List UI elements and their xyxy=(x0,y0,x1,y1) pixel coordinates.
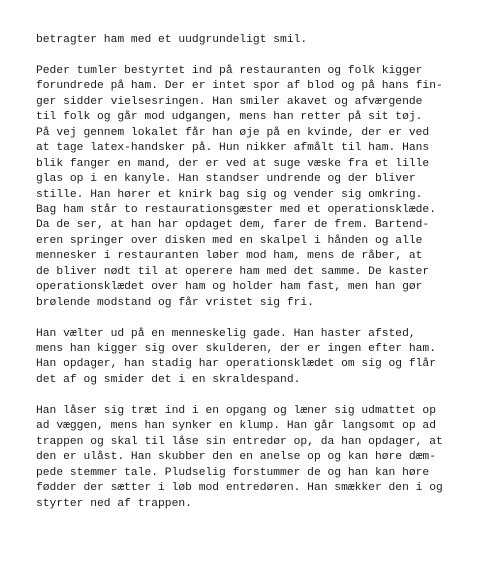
text-line: at tage latex-handsker på. Hun nikker afmålt til ham. Hans xyxy=(36,142,430,155)
text-line: brølende modstand og får vristet sig fri. xyxy=(36,296,314,309)
text-line: fødder der sætter i løb mod entredøren. Han smækker den i og xyxy=(36,482,443,495)
text-line: de bliver nødt til at operere ham med det samme. De kaster xyxy=(36,265,430,278)
text-line: ger sidder vielsesringen. Han smiler akavet og afværgende xyxy=(36,95,423,108)
text-line: Han låser sig træt ind i en opgang og læner sig udmattet op xyxy=(36,404,436,417)
paragraph xyxy=(36,33,476,48)
text-line: Han vælter ud på en menneskelig gade. Han haster afsted, xyxy=(36,327,416,340)
paragraph xyxy=(36,64,476,311)
text-line: pede stemmer tale. Pludselig forstummer de og han kan høre xyxy=(36,466,430,479)
text-line: eren springer over disken med en skalpel i hånden og alle xyxy=(36,234,423,247)
text-line: mens han kigger sig over skulderen, der er ingen efter ham. xyxy=(36,343,436,356)
text-line: blik fanger en mand, der er ved at suge væske fra et lille xyxy=(36,157,430,170)
text-line: Da de ser, at han har opdaget dem, farer de frem. Bartend- xyxy=(36,219,430,232)
document-page xyxy=(36,33,476,527)
text-line: ad væggen, mens han synker en klump. Han går langsomt op ad xyxy=(36,420,436,433)
text-line: forundrede på ham. Der er intet spor af blod og på hans fin- xyxy=(36,80,443,93)
text-line: stille. Han hører et knirk bag sig og vender sig omkring. xyxy=(36,188,423,201)
text-line: mennesker i restauranten løber mod ham, mens de råber, at xyxy=(36,250,423,263)
text-line: Bag ham står to restaurationsgæster med et operationsklæde. xyxy=(36,203,436,216)
text-line: til folk og går mod udgangen, mens han retter på sit tøj. xyxy=(36,111,423,124)
text-line: styrter ned af trappen. xyxy=(36,497,192,510)
text-line: trappen og skal til låse sin entredør op, da han opdager, at xyxy=(36,435,443,448)
text-line: På vej gennem lokalet får han øje på en kvinde, der er ved xyxy=(36,126,430,139)
text-line: glas op i en kanyle. Han standser undrende og der bliver xyxy=(36,173,416,186)
text-line: den er ulåst. Han skubber den en anelse op og kan høre dæm- xyxy=(36,451,436,464)
text-line: det af og smider det i en skraldespand. xyxy=(36,373,301,386)
text-line: Peder tumler bestyrtet ind på restauranten og folk kigger xyxy=(36,64,423,77)
text-line: betragter ham med et uudgrundeligt smil. xyxy=(36,34,308,46)
paragraph xyxy=(36,327,476,389)
text-line: operationsklædet over ham og holder ham fast, men han gør xyxy=(36,281,423,294)
paragraph xyxy=(36,404,476,512)
text-line: Han opdager, han stadig har operationsklædet om sig og flår xyxy=(36,358,436,371)
